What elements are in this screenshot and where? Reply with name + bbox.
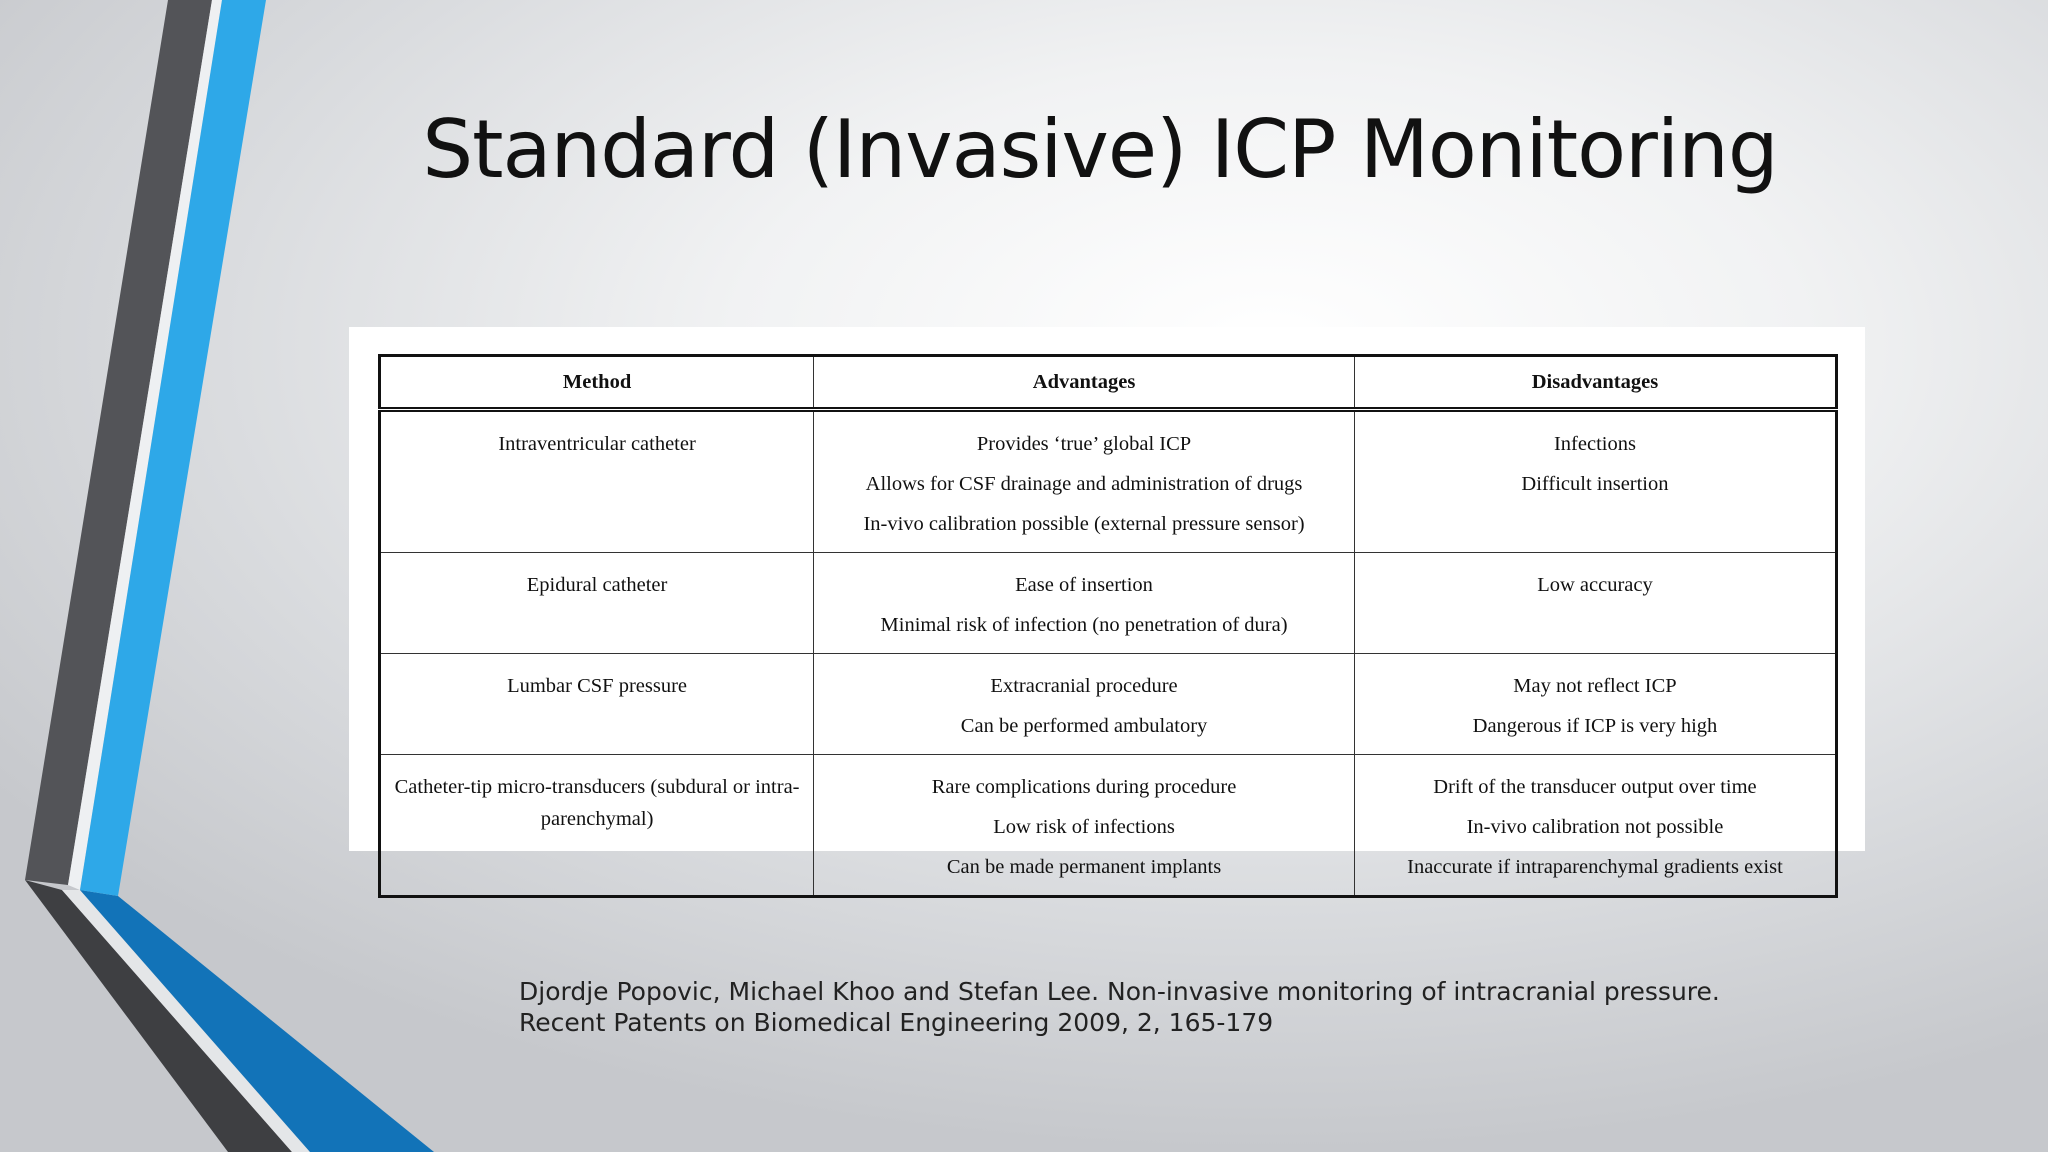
advantage-item: Can be performed ambulatory: [960, 715, 1208, 737]
disadvantages-cell: [1354, 755, 1836, 897]
advantages-cell: [814, 553, 1355, 654]
disadvantages-cell: [1354, 553, 1836, 654]
light-gap-stripe: [68, 0, 222, 890]
advantage-item: Provides ‘true’ global ICP: [976, 433, 1192, 455]
advantages-cell: [814, 654, 1355, 755]
disadvantage-item: May not reflect ICP: [1513, 675, 1677, 697]
header-method: Method: [380, 356, 814, 410]
header-advantages: Advantages: [814, 356, 1355, 410]
method-cell: Lumbar CSF pressure: [380, 654, 814, 755]
disadvantages-cell: [1354, 654, 1836, 755]
table-row: [380, 410, 1837, 553]
icp-methods-table: [378, 354, 1838, 898]
table-row: [380, 755, 1837, 897]
advantages-cell: [814, 755, 1355, 897]
advantage-item: Allows for CSF drainage and administration of drugs: [865, 473, 1303, 495]
advantages-cell: [814, 410, 1355, 553]
slide-title: Standard (Invasive) ICP Monitoring: [422, 103, 1778, 196]
disadvantage-item: Infections: [1553, 433, 1636, 455]
disadvantage-item: Difficult insertion: [1521, 473, 1669, 495]
table-header-row: [380, 356, 1837, 410]
light-separator-stripe: [62, 890, 310, 1152]
citation-line: Recent Patents on Biomedical Engineering 2009, 2, 165-179: [519, 1008, 1274, 1037]
advantage-item: Rare complications during procedure: [931, 776, 1237, 798]
advantage-item: Ease of insertion: [1015, 574, 1153, 596]
citation-line: Djordje Popovic, Michael Khoo and Stefan Lee. Non-invasive monitoring of intracranial pressure.: [519, 977, 1720, 1006]
table-image-panel: [349, 327, 1865, 878]
disadvantage-item: Drift of the transducer output over time: [1433, 776, 1757, 798]
disadvantage-item: Low accuracy: [1537, 574, 1653, 596]
disadvantages-cell: [1354, 410, 1836, 553]
advantage-item: Extracranial procedure: [990, 675, 1178, 697]
citation: [519, 976, 1999, 1038]
header-disadvantages: Disadvantages: [1354, 356, 1836, 410]
table-row: [380, 654, 1837, 755]
disadvantage-item: Dangerous if ICP is very high: [1472, 715, 1718, 737]
method-cell: Intraventricular catheter: [380, 410, 814, 553]
disadvantage-item: In-vivo calibration not possible: [1466, 816, 1724, 838]
disadvantage-item: Inaccurate if intraparenchymal gradients exist: [1407, 856, 1783, 878]
advantage-item: Minimal risk of infection (no penetration of dura): [880, 614, 1288, 636]
method-cell: Catheter-tip micro-transducers (subdural or intra-parenchymal): [380, 755, 814, 897]
advantage-item: In-vivo calibration possible (external pressure sensor): [863, 513, 1305, 535]
advantage-item: Can be made permanent implants: [946, 856, 1222, 878]
advantage-item: Low risk of infections: [993, 816, 1175, 838]
table-row: [380, 553, 1837, 654]
method-cell: Epidural catheter: [380, 553, 814, 654]
